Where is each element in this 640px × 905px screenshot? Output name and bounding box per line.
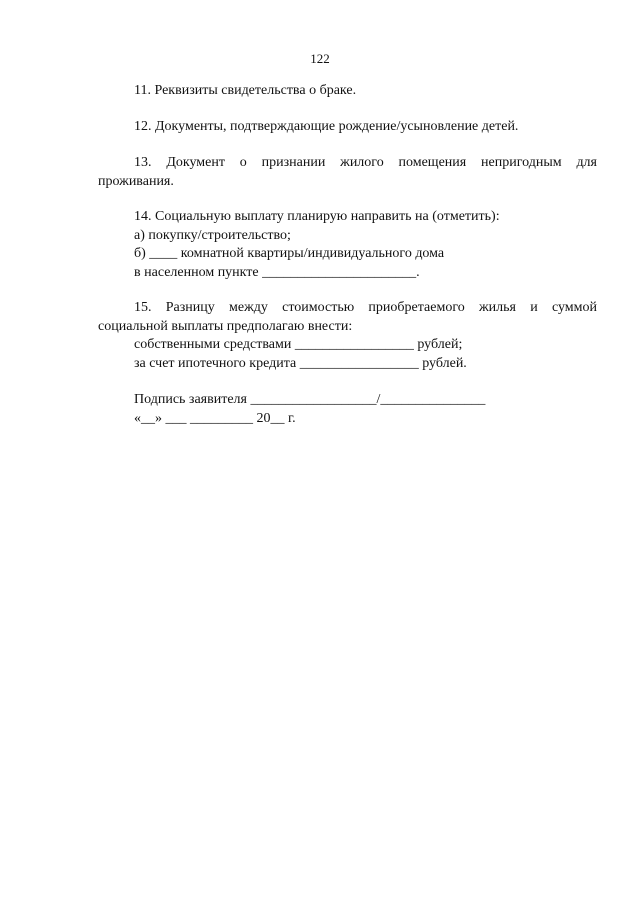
item-15-line-2: социальной выплаты предполагаю внести: (98, 319, 353, 334)
item-13-line-1: 13. Документ о признании жилого помещения непригодным для (134, 155, 597, 170)
item-14-line-1: 14. Социальную выплату планирую направить на (отметить): (134, 209, 500, 224)
item-11-text: 11. Реквизиты свидетельства о браке. (134, 83, 357, 98)
item-14-option-b: б) ____ комнатной квартиры/индивидуального дома (134, 246, 445, 261)
item-15-line-1: 15. Разницу между стоимостью приобретаемого жилья и суммой (134, 300, 597, 315)
page-number: 122 (310, 51, 330, 66)
item-15-mortgage: за счет ипотечного кредита _________________ рублей. (134, 356, 467, 371)
date-line: «__» ___ _________ 20__ г. (134, 411, 296, 426)
item-14-option-a: а) покупку/строительство; (134, 228, 291, 243)
item-14-locality: в населенном пункте ______________________. (134, 265, 420, 280)
item-13-line-2: проживания. (98, 174, 174, 189)
item-15-own-funds: собственными средствами _________________ рублей; (134, 337, 463, 352)
item-12-text: 12. Документы, подтверждающие рождение/усыновление детей. (134, 119, 519, 134)
signature-line: Подпись заявителя __________________/_______________ (134, 392, 486, 407)
